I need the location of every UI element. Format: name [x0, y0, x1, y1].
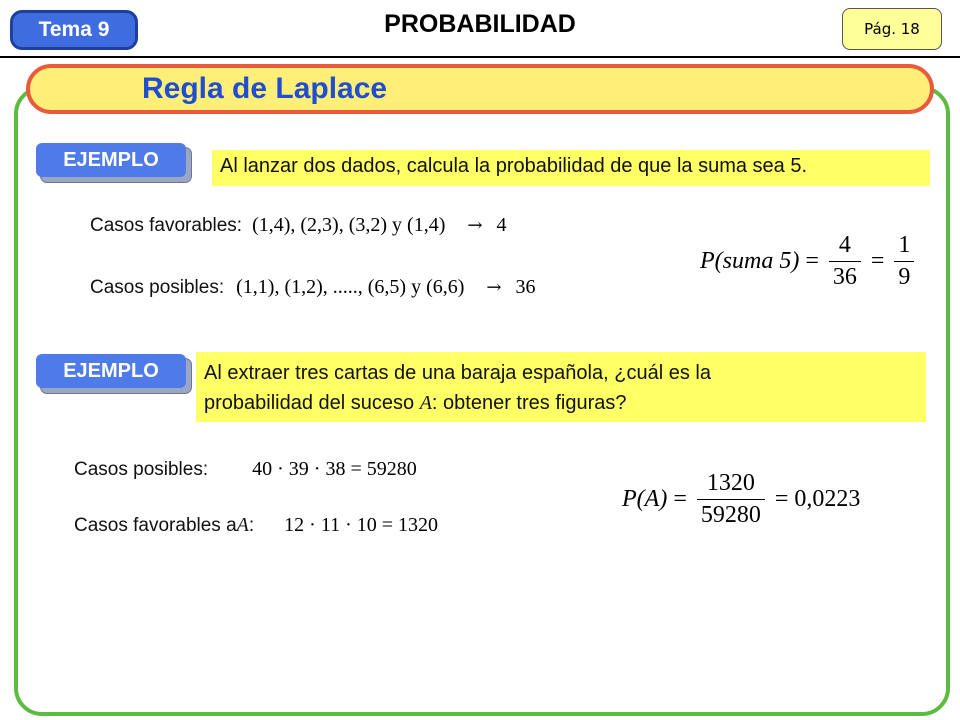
example1-statement: Al lanzar dos dados, calcula la probabilidad de que la suma sea 5.: [212, 150, 930, 186]
example2-favorable-row: [74, 514, 438, 537]
event-variable: A: [419, 392, 432, 414]
example2-formula: [622, 470, 860, 529]
denominator: 9: [894, 261, 914, 291]
numerator: 4: [838, 232, 851, 258]
statement-text: probabilidad del suceso: [204, 392, 420, 414]
event-variable: A: [236, 514, 249, 536]
numerator: 1: [898, 232, 911, 258]
statement-text: : obtener tres figuras?: [431, 392, 627, 414]
header-divider: [0, 56, 960, 58]
example1-favorable-row: [90, 214, 506, 237]
formula-lhs: P(suma 5): [700, 248, 800, 274]
favorable-calc: 12 · 11 · 10 = 1320: [284, 514, 439, 536]
possible-list: (1,1), (1,2), ....., (6,5) y (6,6): [236, 276, 465, 298]
possible-label: Casos posibles:: [74, 459, 209, 480]
example-tag-1: EJEMPLO: [36, 143, 186, 177]
page-number: Pág. 18: [842, 8, 942, 50]
statement-line-2: [204, 388, 918, 418]
equals-sign: =: [673, 486, 687, 512]
denominator: 36: [829, 261, 861, 291]
arrow-icon: →: [467, 215, 483, 236]
favorable-count: 4: [496, 214, 507, 236]
possible-calc: 40 · 39 · 38 = 59280: [252, 458, 417, 480]
statement-line-1: Al extraer tres cartas de una baraja española, ¿cuál es la: [204, 362, 711, 384]
example1-possible-row: [90, 276, 536, 299]
fraction-4-36: [829, 232, 861, 291]
favorable-label: Casos favorables:: [90, 215, 243, 236]
main-title: PROBABILIDAD: [384, 10, 576, 38]
numerator: 1320: [706, 470, 755, 496]
formula-lhs: P(A): [622, 486, 668, 512]
favorable-list: (1,4), (2,3), (3,2) y (1,4): [252, 214, 446, 236]
arrow-icon: →: [486, 277, 502, 298]
denominator: 59280: [697, 499, 765, 529]
example2-statement: [196, 352, 926, 422]
tema-badge: Tema 9: [10, 10, 138, 50]
favorable-label: Casos favorables a: [74, 515, 237, 536]
fraction-1320-59280: [697, 470, 765, 529]
equals-sign: =: [805, 248, 819, 274]
example2-possible-row: [74, 458, 417, 481]
favorable-label-colon: :: [248, 515, 255, 536]
equals-sign: =: [870, 248, 885, 274]
equals-sign: =: [774, 486, 789, 512]
possible-count: 36: [515, 276, 536, 298]
section-title: Regla de Laplace: [142, 72, 388, 105]
example1-formula: [700, 232, 918, 291]
example-tag-2: EJEMPLO: [36, 354, 186, 388]
fraction-1-9: [894, 232, 914, 291]
possible-label: Casos posibles:: [90, 277, 225, 298]
formula-result: 0,0223: [794, 486, 861, 512]
